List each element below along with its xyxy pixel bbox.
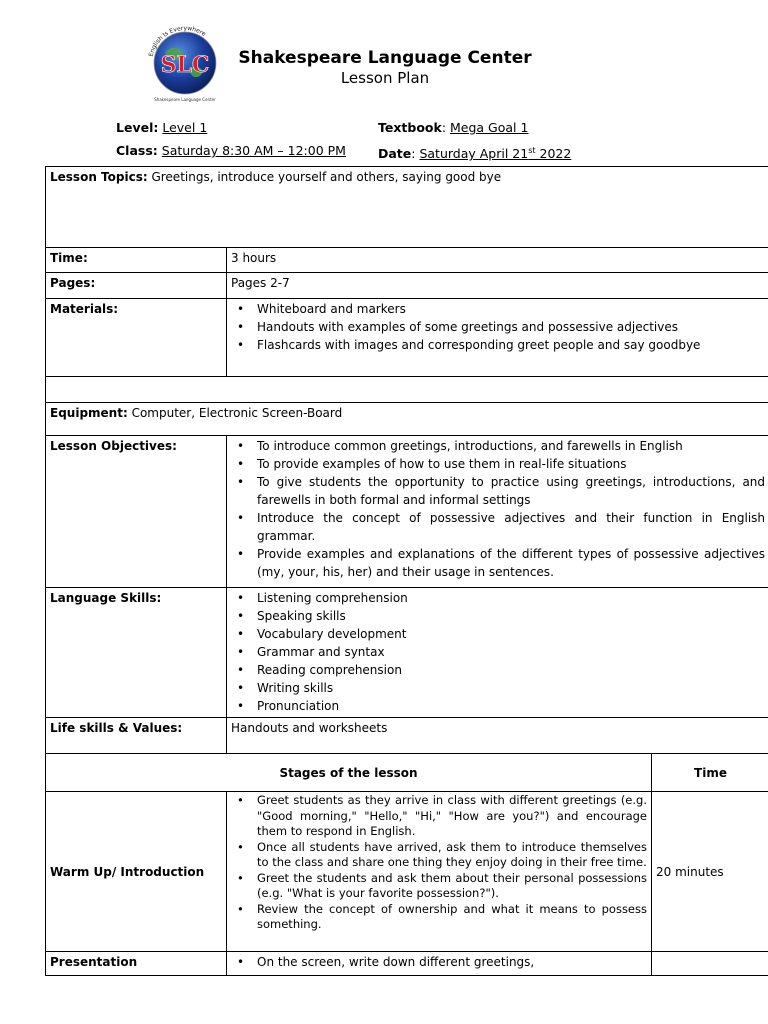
warmup-row	[46, 792, 768, 952]
class-label: Class:	[116, 143, 158, 158]
topics-label: Lesson Topics:	[50, 170, 148, 184]
objectives-cell	[227, 436, 768, 588]
life-skills-row	[46, 718, 768, 754]
materials-cell	[227, 299, 768, 377]
class-value: Saturday 8:30 AM – 12:00 PM	[161, 143, 346, 158]
class-line	[116, 143, 346, 159]
pages-value: Pages 2-7	[227, 273, 768, 299]
time-row	[46, 248, 768, 273]
list-item: • Flashcards with images and corresponding greet people and say goodbye	[257, 336, 765, 354]
list-item: • Greet students as they arrive in class with different greetings (e.g. "Good morning," "Hello," "Hi," "How are you?") and encourage them to respond in English.	[257, 793, 647, 840]
topics-row	[46, 167, 768, 248]
materials-label: Materials:	[46, 299, 227, 377]
materials-row	[46, 299, 768, 377]
life-skills-label: Life skills & Values:	[46, 718, 227, 754]
list-item: • Vocabulary development	[257, 625, 765, 643]
presentation-label: Presentation	[46, 952, 227, 976]
logo-arc-text: English Is Everywhere	[147, 24, 207, 58]
list-item: • Reading comprehension	[257, 661, 765, 679]
slc-logo	[140, 18, 230, 108]
list-item: • Writing skills	[257, 679, 765, 697]
pages-row	[46, 273, 768, 299]
level-value: Level 1	[162, 120, 208, 135]
life-skills-value: Handouts and worksheets	[227, 718, 768, 754]
objectives-label: Lesson Objectives:	[46, 436, 227, 588]
level-label: Level:	[116, 120, 159, 135]
presentation-row	[46, 952, 768, 976]
list-item: • Handouts with examples of some greetings and possessive adjectives	[257, 318, 765, 336]
time-column-header: Time	[652, 754, 768, 792]
objectives-row	[46, 436, 768, 588]
equipment-label: Equipment:	[50, 406, 128, 420]
stages-header-row	[46, 754, 768, 792]
logo-bottom-text: Shakespeare Language Center	[154, 97, 216, 102]
equipment-cell	[46, 403, 768, 436]
date-label: Date	[378, 146, 412, 162]
center-title: Shakespeare Language Center	[238, 48, 532, 68]
title-block	[230, 48, 540, 88]
list-item: • Whiteboard and markers	[257, 300, 765, 318]
date-line: Date: Saturday April 21st 2022	[378, 146, 572, 162]
pages-label: Pages:	[46, 273, 227, 299]
list-item: • On the screen, write down different greetings,	[257, 953, 647, 971]
list-item: • Greet the students and ask them about their personal possessions (e.g. "What is your favorite possession?").	[257, 871, 647, 902]
skills-label: Language Skills:	[46, 588, 227, 718]
skills-row	[46, 588, 768, 718]
time-label: Time:	[46, 248, 227, 273]
presentation-time	[652, 952, 768, 976]
list-item: • To give students the opportunity to practice using greetings, introductions, and farewells in both formal and informal settings	[257, 473, 765, 509]
topics-value: Greetings, introduce yourself and others, saying good bye	[147, 170, 502, 184]
list-item: • Once all students have arrived, ask them to introduce themselves to the class and share one thing they enjoy doing in their free time.	[257, 840, 647, 871]
equipment-row	[46, 403, 768, 436]
list-item: • Pronunciation	[257, 697, 765, 715]
topics-cell	[46, 167, 768, 248]
logo-letters: SLC	[160, 52, 210, 78]
blank-row	[46, 377, 768, 403]
warmup-label: Warm Up/ Introduction	[46, 792, 227, 952]
list-item: • Introduce the concept of possessive adjectives and their function in English grammar.	[257, 509, 765, 545]
equipment-value: Computer, Electronic Screen-Board	[127, 406, 343, 420]
list-item: • To provide examples of how to use them in real-life situations	[257, 455, 765, 473]
warmup-time: 20 minutes	[652, 792, 768, 952]
list-item: • To introduce common greetings, introductions, and farewells in English	[257, 437, 765, 455]
textbook-label: Textbook	[378, 120, 442, 135]
list-item: • Grammar and syntax	[257, 643, 765, 661]
lesson-plan-table	[45, 166, 768, 976]
list-item: • Listening comprehension	[257, 589, 765, 607]
textbook-line: Textbook: Mega Goal 1	[378, 120, 529, 135]
stages-header: Stages of the lesson	[46, 754, 652, 792]
lesson-plan-subtitle: Lesson Plan	[340, 69, 430, 87]
list-item: • Provide examples and explanations of the different types of possessive adjectives (my, your, his, her) and their usage in sentences.	[257, 545, 765, 581]
list-item: • Speaking skills	[257, 607, 765, 625]
blank-cell	[46, 377, 768, 403]
level-line	[116, 120, 207, 136]
textbook-value: Mega Goal 1	[450, 120, 529, 135]
list-item: • Review the concept of ownership and what it means to possess something.	[257, 902, 647, 933]
presentation-cell	[227, 952, 652, 976]
skills-cell	[227, 588, 768, 718]
time-value: 3 hours	[227, 248, 768, 273]
date-value: Saturday April 21st 2022	[419, 146, 572, 162]
warmup-cell	[227, 792, 652, 952]
